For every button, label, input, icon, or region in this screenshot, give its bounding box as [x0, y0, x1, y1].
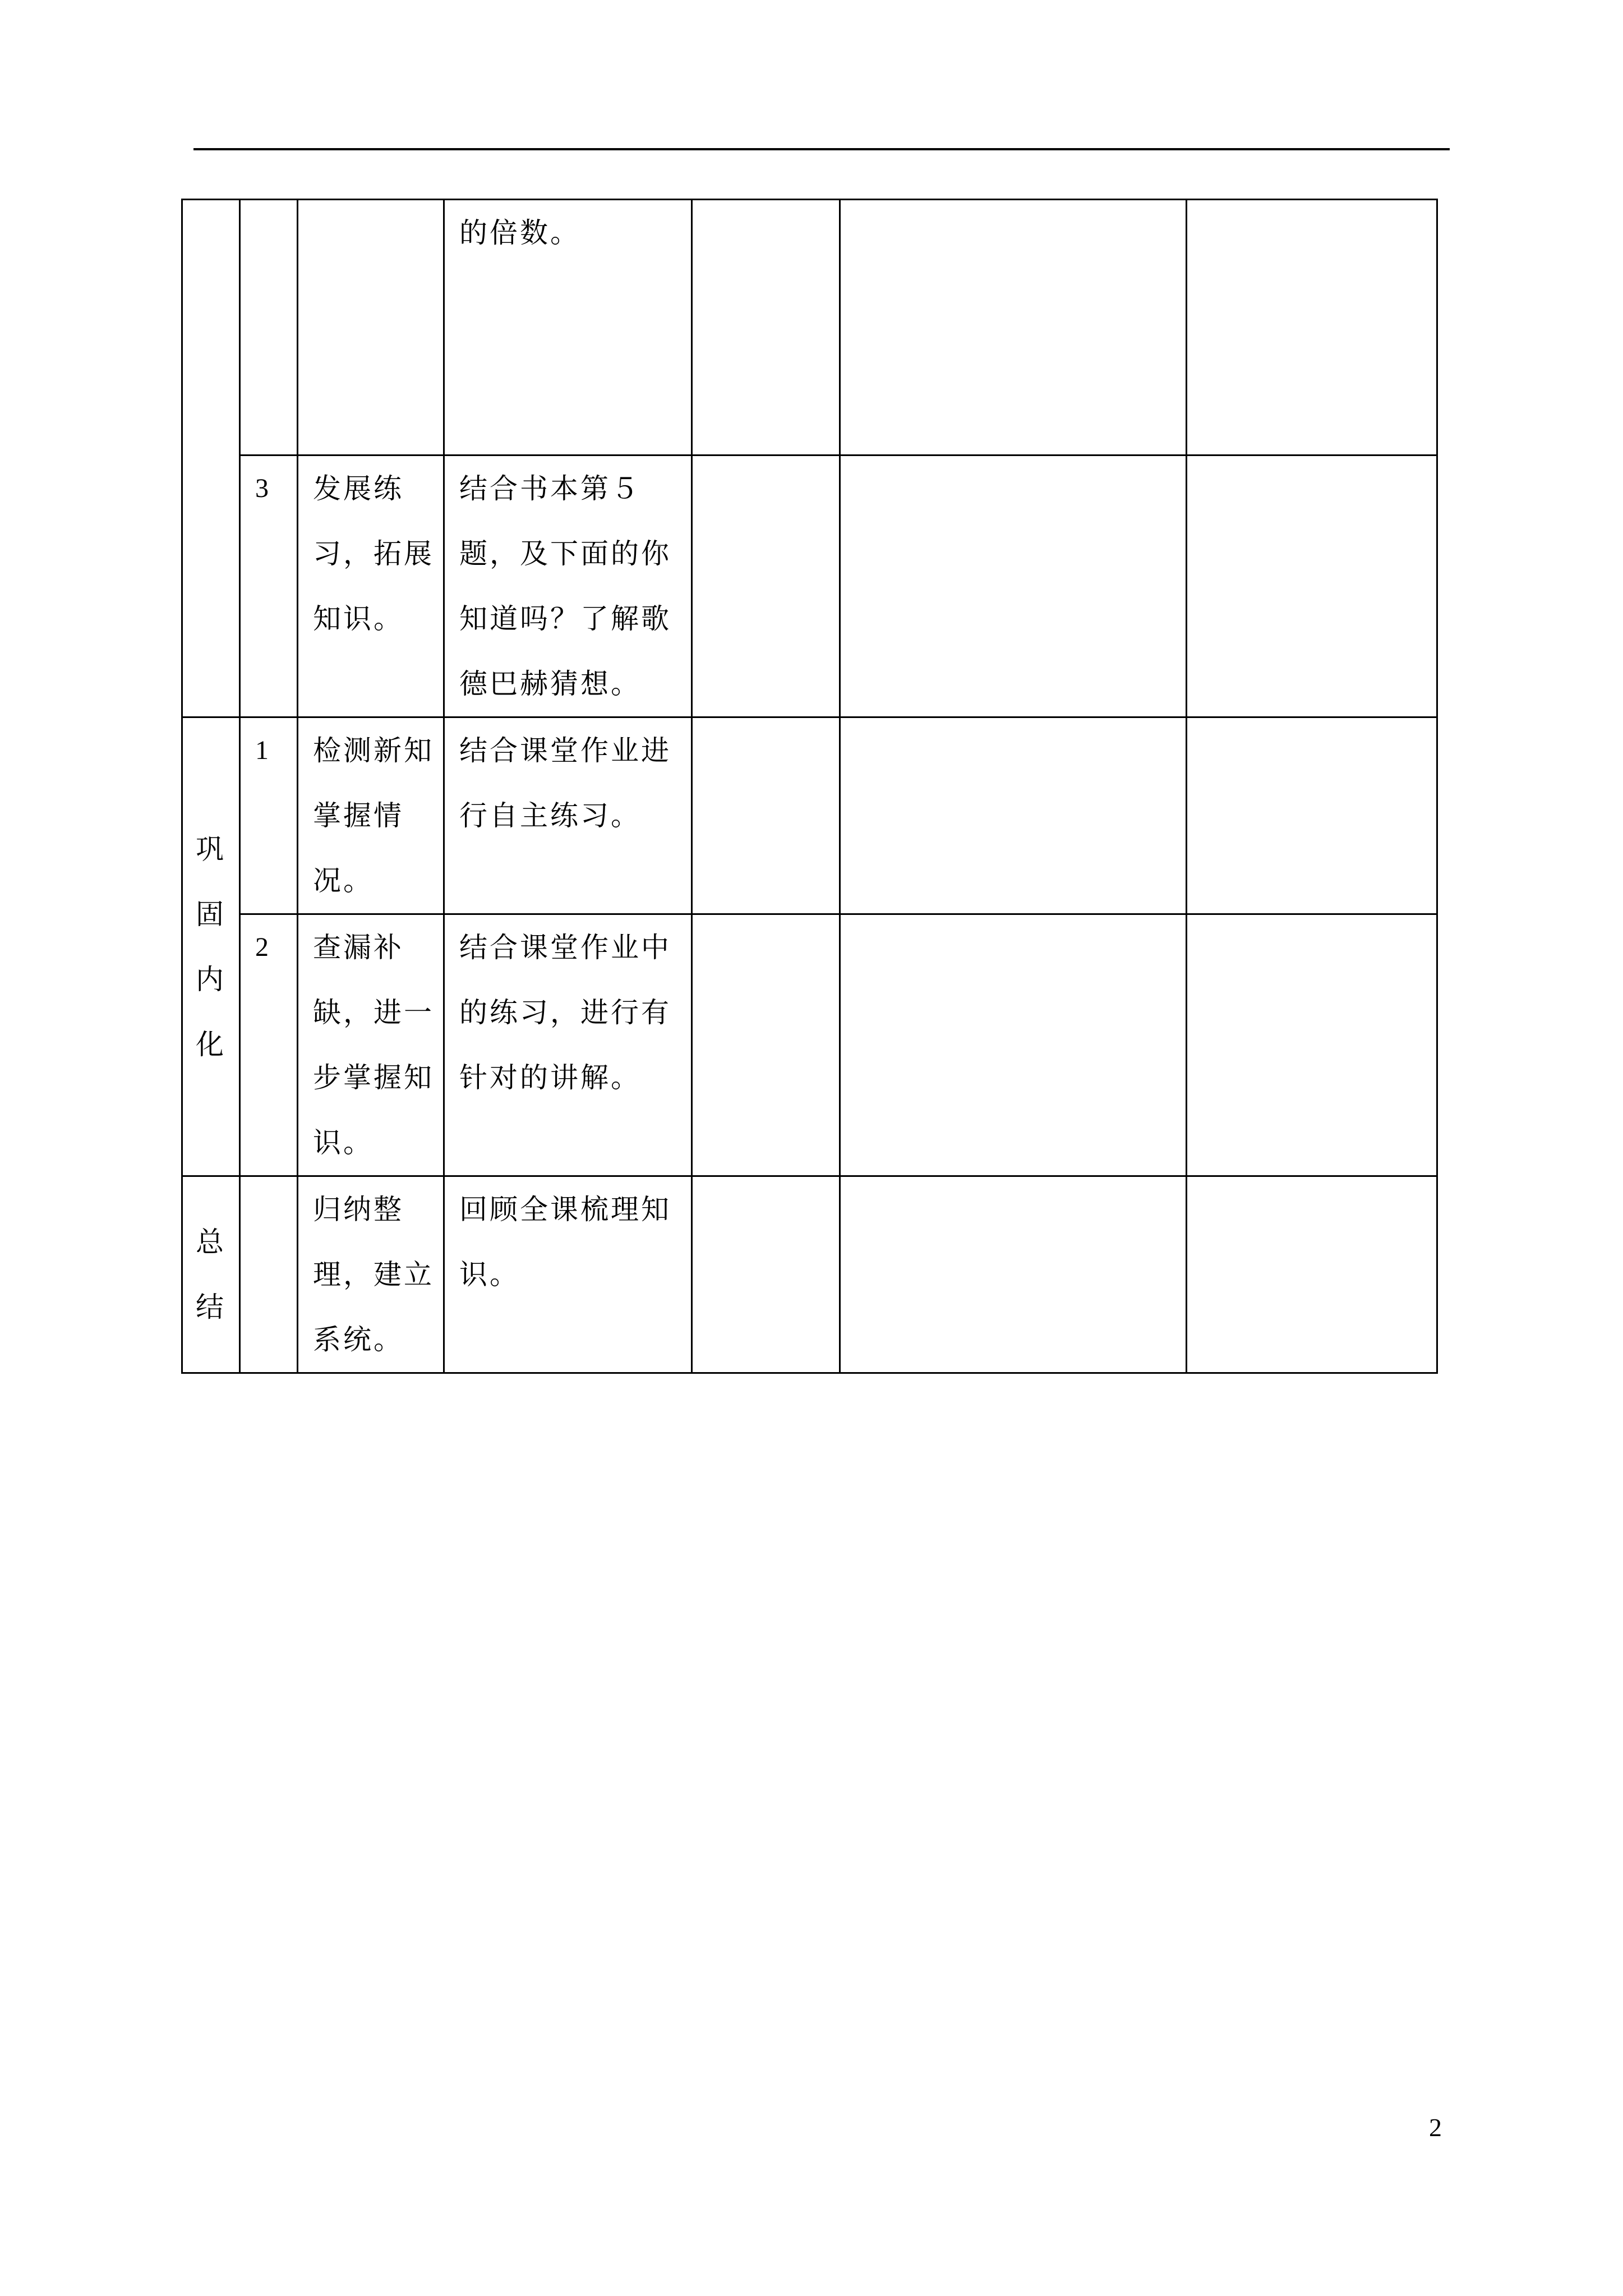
empty-cell: [692, 914, 840, 1176]
empty-cell: [840, 200, 1187, 455]
step-number-cell: [240, 717, 298, 914]
table-row: [182, 914, 1437, 1176]
empty-cell: [840, 1176, 1187, 1373]
stage-cell: [182, 200, 240, 717]
activity-cell: [444, 717, 692, 914]
goal-cell: [298, 200, 444, 455]
activity-cell: [444, 914, 692, 1176]
stage-label: 总结: [196, 1226, 226, 1323]
lesson-plan-table: [181, 199, 1438, 1374]
goal-cell: [298, 914, 444, 1176]
step-number: 1: [255, 735, 271, 765]
table-row: [182, 455, 1437, 717]
goal-text: 归纳整理，建立系统。: [313, 1193, 434, 1356]
stage-label: 巩固内化: [196, 832, 226, 1061]
goal-cell: [298, 455, 444, 717]
step-number: 3: [255, 473, 271, 503]
goal-text: 检测新知掌握情况。: [313, 734, 434, 897]
activity-text: 结合课堂作业进行自主练习。: [459, 734, 671, 832]
table-row: [182, 200, 1437, 455]
empty-cell: [692, 455, 840, 717]
goal-cell: [298, 717, 444, 914]
empty-cell: [840, 914, 1187, 1176]
empty-cell: [692, 717, 840, 914]
stage-cell: [182, 1176, 240, 1373]
empty-cell: [1187, 914, 1437, 1176]
goal-cell: [298, 1176, 444, 1373]
page-number: 2: [1429, 2113, 1442, 2142]
table-row: [182, 1176, 1437, 1373]
activity-text: 结合书本第５题，及下面的你知道吗？了解歌德巴赫猜想。: [459, 472, 671, 700]
goal-text: 查漏补缺，进一步掌握知识。: [313, 931, 434, 1159]
step-number-cell: [240, 1176, 298, 1373]
step-number: 2: [255, 932, 271, 962]
activity-text: 结合课堂作业中的练习，进行有针对的讲解。: [459, 931, 671, 1094]
empty-cell: [1187, 1176, 1437, 1373]
empty-cell: [840, 455, 1187, 717]
step-number-cell: [240, 455, 298, 717]
activity-cell: [444, 455, 692, 717]
activity-text: 回顾全课梳理知识。: [459, 1193, 671, 1291]
empty-cell: [692, 200, 840, 455]
step-number-cell: [240, 914, 298, 1176]
empty-cell: [1187, 200, 1437, 455]
empty-cell: [1187, 455, 1437, 717]
goal-text: 发展练习，拓展知识。: [313, 472, 434, 635]
stage-cell: [182, 717, 240, 1176]
activity-text: 的倍数。: [459, 217, 580, 249]
header-rule: [193, 148, 1450, 150]
empty-cell: [1187, 717, 1437, 914]
step-number-cell: [240, 200, 298, 455]
activity-cell: [444, 200, 692, 455]
empty-cell: [692, 1176, 840, 1373]
table-row: [182, 717, 1437, 914]
activity-cell: [444, 1176, 692, 1373]
empty-cell: [840, 717, 1187, 914]
